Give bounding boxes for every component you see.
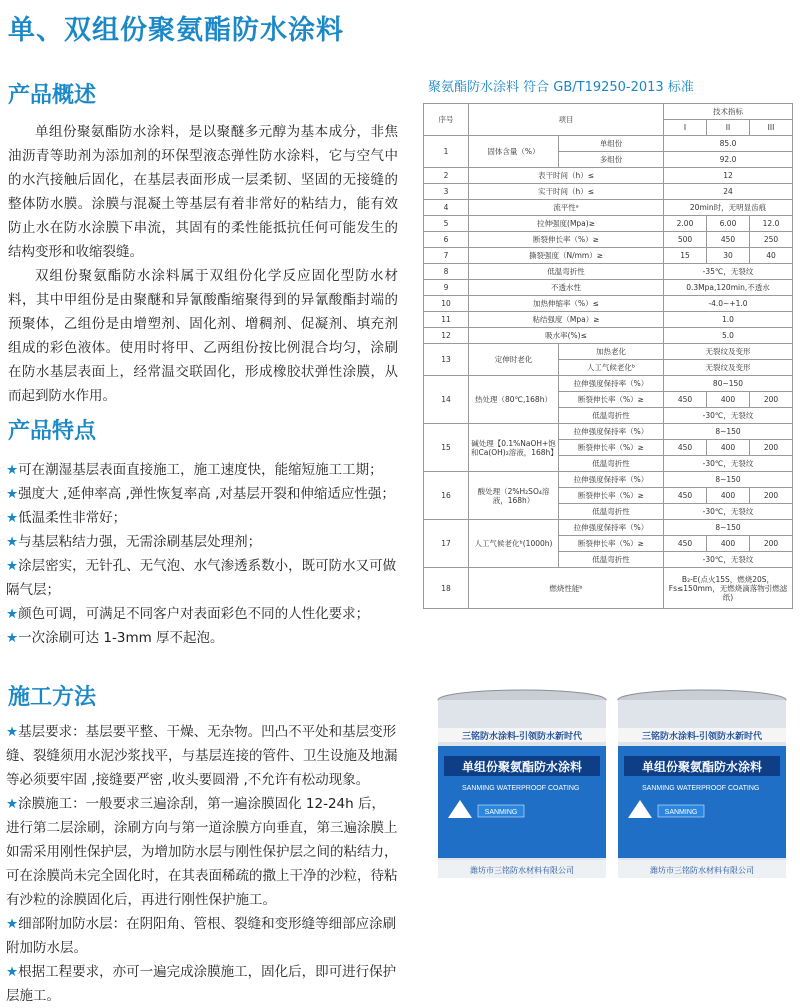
table-cell: 450 (664, 488, 707, 504)
list-item: ★强度大 ,延伸率高 ,弹性恢复率高 ,对基层开裂和伸缩适应性强； (6, 486, 395, 502)
table-cell: 450 (664, 536, 707, 552)
svg-text:潍坊市三铭防水材料有限公司: 潍坊市三铭防水材料有限公司 (470, 866, 574, 875)
table-cell: 拉伸强度保持率（%） (559, 472, 664, 488)
table-cell: 粘结强度（Mpa）≥ (469, 312, 664, 328)
svg-text:单组份聚氨酯防水涂料: 单组份聚氨酯防水涂料 (461, 760, 583, 774)
table-cell: 拉伸强度保持率（%） (559, 424, 664, 440)
table-cell: 定伸时老化 (469, 344, 559, 376)
table-cell: 无裂纹及变形 (664, 360, 793, 376)
svg-text:SANMING WATERPROOF COATING: SANMING WATERPROOF COATING (462, 785, 580, 792)
table-cell: 92.0 (664, 152, 793, 168)
features-list (6, 458, 398, 650)
table-cell: 断裂伸长率（%）≥ (469, 232, 664, 248)
star-icon: ★ (6, 558, 19, 574)
list-item: ★根据工程要求，亦可一遍完成涂膜施工，固化后，即可进行保护层施工。 (6, 964, 397, 1004)
overview-paragraph-1: 单组份聚氨酯防水涂料，是以聚醚多元醇为基本成分，非焦油沥青等助剂为添加剂的环保型液态弹性防水涂料，它与空气中的水汽接触后固化，在基层表面形成一层柔韧、坚固的无接缝的整体防水膜。涂膜与混凝土等基层有着非常好的粘结力，能有效防止水在防水涂膜下串流，其固有的柔性能抵抗任何可能发生的结构变形和收缩裂缝。 (8, 124, 398, 260)
table-cell: 表干时间（h）≤ (469, 168, 664, 184)
table-cell: 13 (424, 344, 469, 376)
table-row (424, 184, 793, 200)
table-row (424, 200, 793, 216)
table-cell: 200 (750, 488, 793, 504)
table-cell: 固体含量（%） (469, 136, 559, 168)
svg-text:潍坊市三铭防水材料有限公司: 潍坊市三铭防水材料有限公司 (650, 866, 754, 875)
table-cell: -4.0~+1.0 (664, 296, 793, 312)
table-cell: I (664, 120, 707, 136)
table-cell: 2 (424, 168, 469, 184)
table-cell: 200 (750, 392, 793, 408)
table-row (424, 344, 793, 360)
table-cell: 项目 (469, 104, 664, 136)
table-cell: -35℃，无裂纹 (664, 264, 793, 280)
table-row (424, 424, 793, 440)
table-cell: 1 (424, 136, 469, 168)
table-row (424, 248, 793, 264)
table-cell: 多组份 (559, 152, 664, 168)
table-row (424, 568, 793, 609)
table-cell: 3 (424, 184, 469, 200)
table-cell: 12.0 (750, 216, 793, 232)
table-cell: 400 (707, 440, 750, 456)
table-cell: 人工气候老化ᵇ(1000h) (469, 520, 559, 568)
star-icon: ★ (6, 630, 19, 646)
product-cans-image (432, 688, 792, 890)
table-cell: 碱处理【0.1%NaOH+饱和Ca(OH)₂溶液，168h】 (469, 424, 559, 472)
table-cell: 流平性ᵃ (469, 200, 664, 216)
table-row (424, 104, 793, 120)
table-cell: 250 (750, 232, 793, 248)
table-cell: 9 (424, 280, 469, 296)
table-cell: 8 (424, 264, 469, 280)
star-icon: ★ (6, 462, 19, 478)
table-cell: 断裂伸长率（%）≥ (559, 440, 664, 456)
table-cell: -30℃，无裂纹 (664, 456, 793, 472)
list-item: ★低温柔性非常好； (6, 510, 127, 526)
paint-can-right (618, 690, 786, 878)
table-cell: 酸处理（2%H₂SO₄溶液，168h） (469, 472, 559, 520)
table-row (424, 216, 793, 232)
table-cell: 1.0 (664, 312, 793, 328)
list-item: ★涂层密实，无针孔、无气泡、水气渗透系数小，既可防水又可做隔气层； (6, 558, 397, 598)
table-cell: 450 (664, 440, 707, 456)
list-item: ★与基层粘结力强，无需涂刷基层处理剂； (6, 534, 262, 550)
table-cell: 撕裂强度（N/mm）≥ (469, 248, 664, 264)
table-cell: 不透水性 (469, 280, 664, 296)
table-cell: 14 (424, 376, 469, 424)
table-cell: 15 (424, 424, 469, 472)
star-icon: ★ (6, 724, 19, 740)
list-item: ★细部附加防水层：在阴阳角、管根、裂缝和变形缝等细部应涂刷附加防水层。 (6, 916, 397, 956)
spec-table (423, 103, 793, 609)
star-icon: ★ (6, 510, 19, 526)
table-row (424, 520, 793, 536)
table-cell: 450 (707, 232, 750, 248)
table-cell: 加热老化 (559, 344, 664, 360)
svg-text:SANMING WATERPROOF COATING: SANMING WATERPROOF COATING (642, 785, 760, 792)
table-cell: 加热伸缩率（%）≤ (469, 296, 664, 312)
star-icon: ★ (6, 796, 19, 812)
features-heading: 产品特点 (8, 418, 97, 444)
page-title: 单、双组份聚氨酯防水涂料 (8, 15, 344, 46)
table-cell: 24 (664, 184, 793, 200)
table-cell: 拉伸强度保持率（%） (559, 520, 664, 536)
table-cell: 实干时间（h）≤ (469, 184, 664, 200)
method-list (6, 720, 398, 1008)
table-cell: 15 (664, 248, 707, 264)
svg-text:SANMING: SANMING (484, 809, 518, 816)
table-row (424, 168, 793, 184)
table-cell: 400 (707, 392, 750, 408)
table-cell: 低温弯折性 (469, 264, 664, 280)
table-cell: 技术指标 (664, 104, 793, 120)
table-cell: 低温弯折性 (559, 552, 664, 568)
table-cell: 低温弯折性 (559, 456, 664, 472)
table-cell: 40 (750, 248, 793, 264)
table-cell: 10 (424, 296, 469, 312)
table-cell: 85.0 (664, 136, 793, 152)
table-cell: 200 (750, 536, 793, 552)
svg-text:单组份聚氨酯防水涂料: 单组份聚氨酯防水涂料 (641, 760, 763, 774)
overview-paragraph-2: 双组份聚氨酯防水涂料属于双组份化学反应固化型防水材料，其中甲组份是由聚醚和异氰酸酯缩聚得到的异氰酸酯封端的预聚体，乙组份是由增塑剂、固化剂、增稠剂、促凝剂、填充剂组成的彩色液体。使用时将甲、乙两组份按比例混合均匀，涂刷在防水基层表面上，经常温交联固化，形成橡胶状弹性涂膜，从而起到防水作用。 (8, 268, 398, 404)
method-heading: 施工方法 (8, 684, 97, 710)
svg-text:三铭防水涂料-引领防水新时代: 三铭防水涂料-引领防水新时代 (642, 731, 762, 741)
table-cell: 0.3Mpa,120min,不透水 (664, 280, 793, 296)
table-cell: 拉伸强度保持率（%） (559, 376, 664, 392)
table-row (424, 232, 793, 248)
list-item: ★颜色可调，可满足不同客户对表面彩色不同的人性化要求； (6, 606, 370, 622)
list-item: ★一次涂刷可达 1-3mm 厚不起泡。 (6, 630, 224, 646)
table-cell: 燃烧性能ᵇ (469, 568, 664, 609)
star-icon: ★ (6, 916, 19, 932)
table-cell: -30℃，无裂纹 (664, 552, 793, 568)
table-cell: 低温弯折性 (559, 504, 664, 520)
table-cell: 450 (664, 392, 707, 408)
table-cell: 拉伸强度(Mpa)≥ (469, 216, 664, 232)
table-cell: 80~150 (664, 376, 793, 392)
table-cell: 11 (424, 312, 469, 328)
list-item: ★基层要求：基层要平整、干燥、无杂物。凹凸不平处和基层变形缝、裂缝须用水泥沙浆找平，与基层连接的管件、卫生设施及地漏等必须要牢固 ,接缝要严密 ,收头要圆滑 ,不允许有松动现象。 (6, 724, 398, 788)
table-cell: 序号 (424, 104, 469, 136)
table-row (424, 296, 793, 312)
overview-heading: 产品概述 (8, 82, 97, 108)
table-cell: 200 (750, 440, 793, 456)
table-cell: 断裂伸长率（%）≥ (559, 392, 664, 408)
table-cell: II (707, 120, 750, 136)
table-cell: III (750, 120, 793, 136)
table-cell: 吸水率(%)≤ (469, 328, 664, 344)
table-cell: 断裂伸长率（%）≥ (559, 488, 664, 504)
table-row (424, 376, 793, 392)
table-cell: 17 (424, 520, 469, 568)
table-cell: 12 (424, 328, 469, 344)
star-icon: ★ (6, 606, 19, 622)
table-cell: 热处理（80℃,168h） (469, 376, 559, 424)
table-cell: 4 (424, 200, 469, 216)
svg-text:SANMING: SANMING (664, 809, 698, 816)
table-cell: 8~150 (664, 520, 793, 536)
table-cell: 6.00 (707, 216, 750, 232)
table-cell: 8~150 (664, 472, 793, 488)
table-cell: 400 (707, 536, 750, 552)
star-icon: ★ (6, 534, 19, 550)
table-row (424, 264, 793, 280)
paint-can-left (438, 690, 606, 878)
table-cell: 16 (424, 472, 469, 520)
table-cell: 无裂纹及变形 (664, 344, 793, 360)
table-row (424, 280, 793, 296)
table-cell: 7 (424, 248, 469, 264)
table-row (424, 136, 793, 152)
table-cell: -30℃，无裂纹 (664, 504, 793, 520)
table-cell: 5 (424, 216, 469, 232)
table-row (424, 472, 793, 488)
table-cell: 18 (424, 568, 469, 609)
table-cell: 20min时，无明显齿痕 (664, 200, 793, 216)
table-cell: -30℃，无裂纹 (664, 408, 793, 424)
star-icon: ★ (6, 964, 19, 980)
table-cell: 2.00 (664, 216, 707, 232)
table-cell: 低温弯折性 (559, 408, 664, 424)
table-cell: 12 (664, 168, 793, 184)
star-icon: ★ (6, 486, 19, 502)
table-cell: 8~150 (664, 424, 793, 440)
table-cell: 400 (707, 488, 750, 504)
table-cell: 人工气候老化ᵇ (559, 360, 664, 376)
table-cell: 断裂伸长率（%）≥ (559, 536, 664, 552)
table-cell: 5.0 (664, 328, 793, 344)
table-row (424, 328, 793, 344)
table-cell: 30 (707, 248, 750, 264)
table-cell: 500 (664, 232, 707, 248)
table-caption: 聚氨酯防水涂料 符合 GB/T19250-2013 标准 (428, 80, 694, 95)
table-cell: B₂-E(点火15S，燃烧20S，Fs≤150mm，无燃烧滴落物引燃滤纸) (664, 568, 793, 609)
table-row (424, 312, 793, 328)
svg-text:三铭防水涂料-引领防水新时代: 三铭防水涂料-引领防水新时代 (462, 731, 582, 741)
table-cell: 6 (424, 232, 469, 248)
list-item: ★可在潮湿基层表面直接施工，施工速度快，能缩短施工工期； (6, 462, 383, 478)
list-item: ★涂膜施工：一般要求三遍涂刮，第一遍涂膜固化 12-24h 后，进行第二层涂刷，涂刷方向与第一道涂膜方向垂直，第三遍涂膜上如需采用刚性保护层，为增加防水层与刚性保护层之间的粘结力，可在涂膜尚未完全固化时，在其表面稀疏的撒上干净的沙粒，待粘有沙粒的涂膜固化后，再进行刚性保护施工。 (6, 796, 398, 908)
table-cell: 单组份 (559, 136, 664, 152)
